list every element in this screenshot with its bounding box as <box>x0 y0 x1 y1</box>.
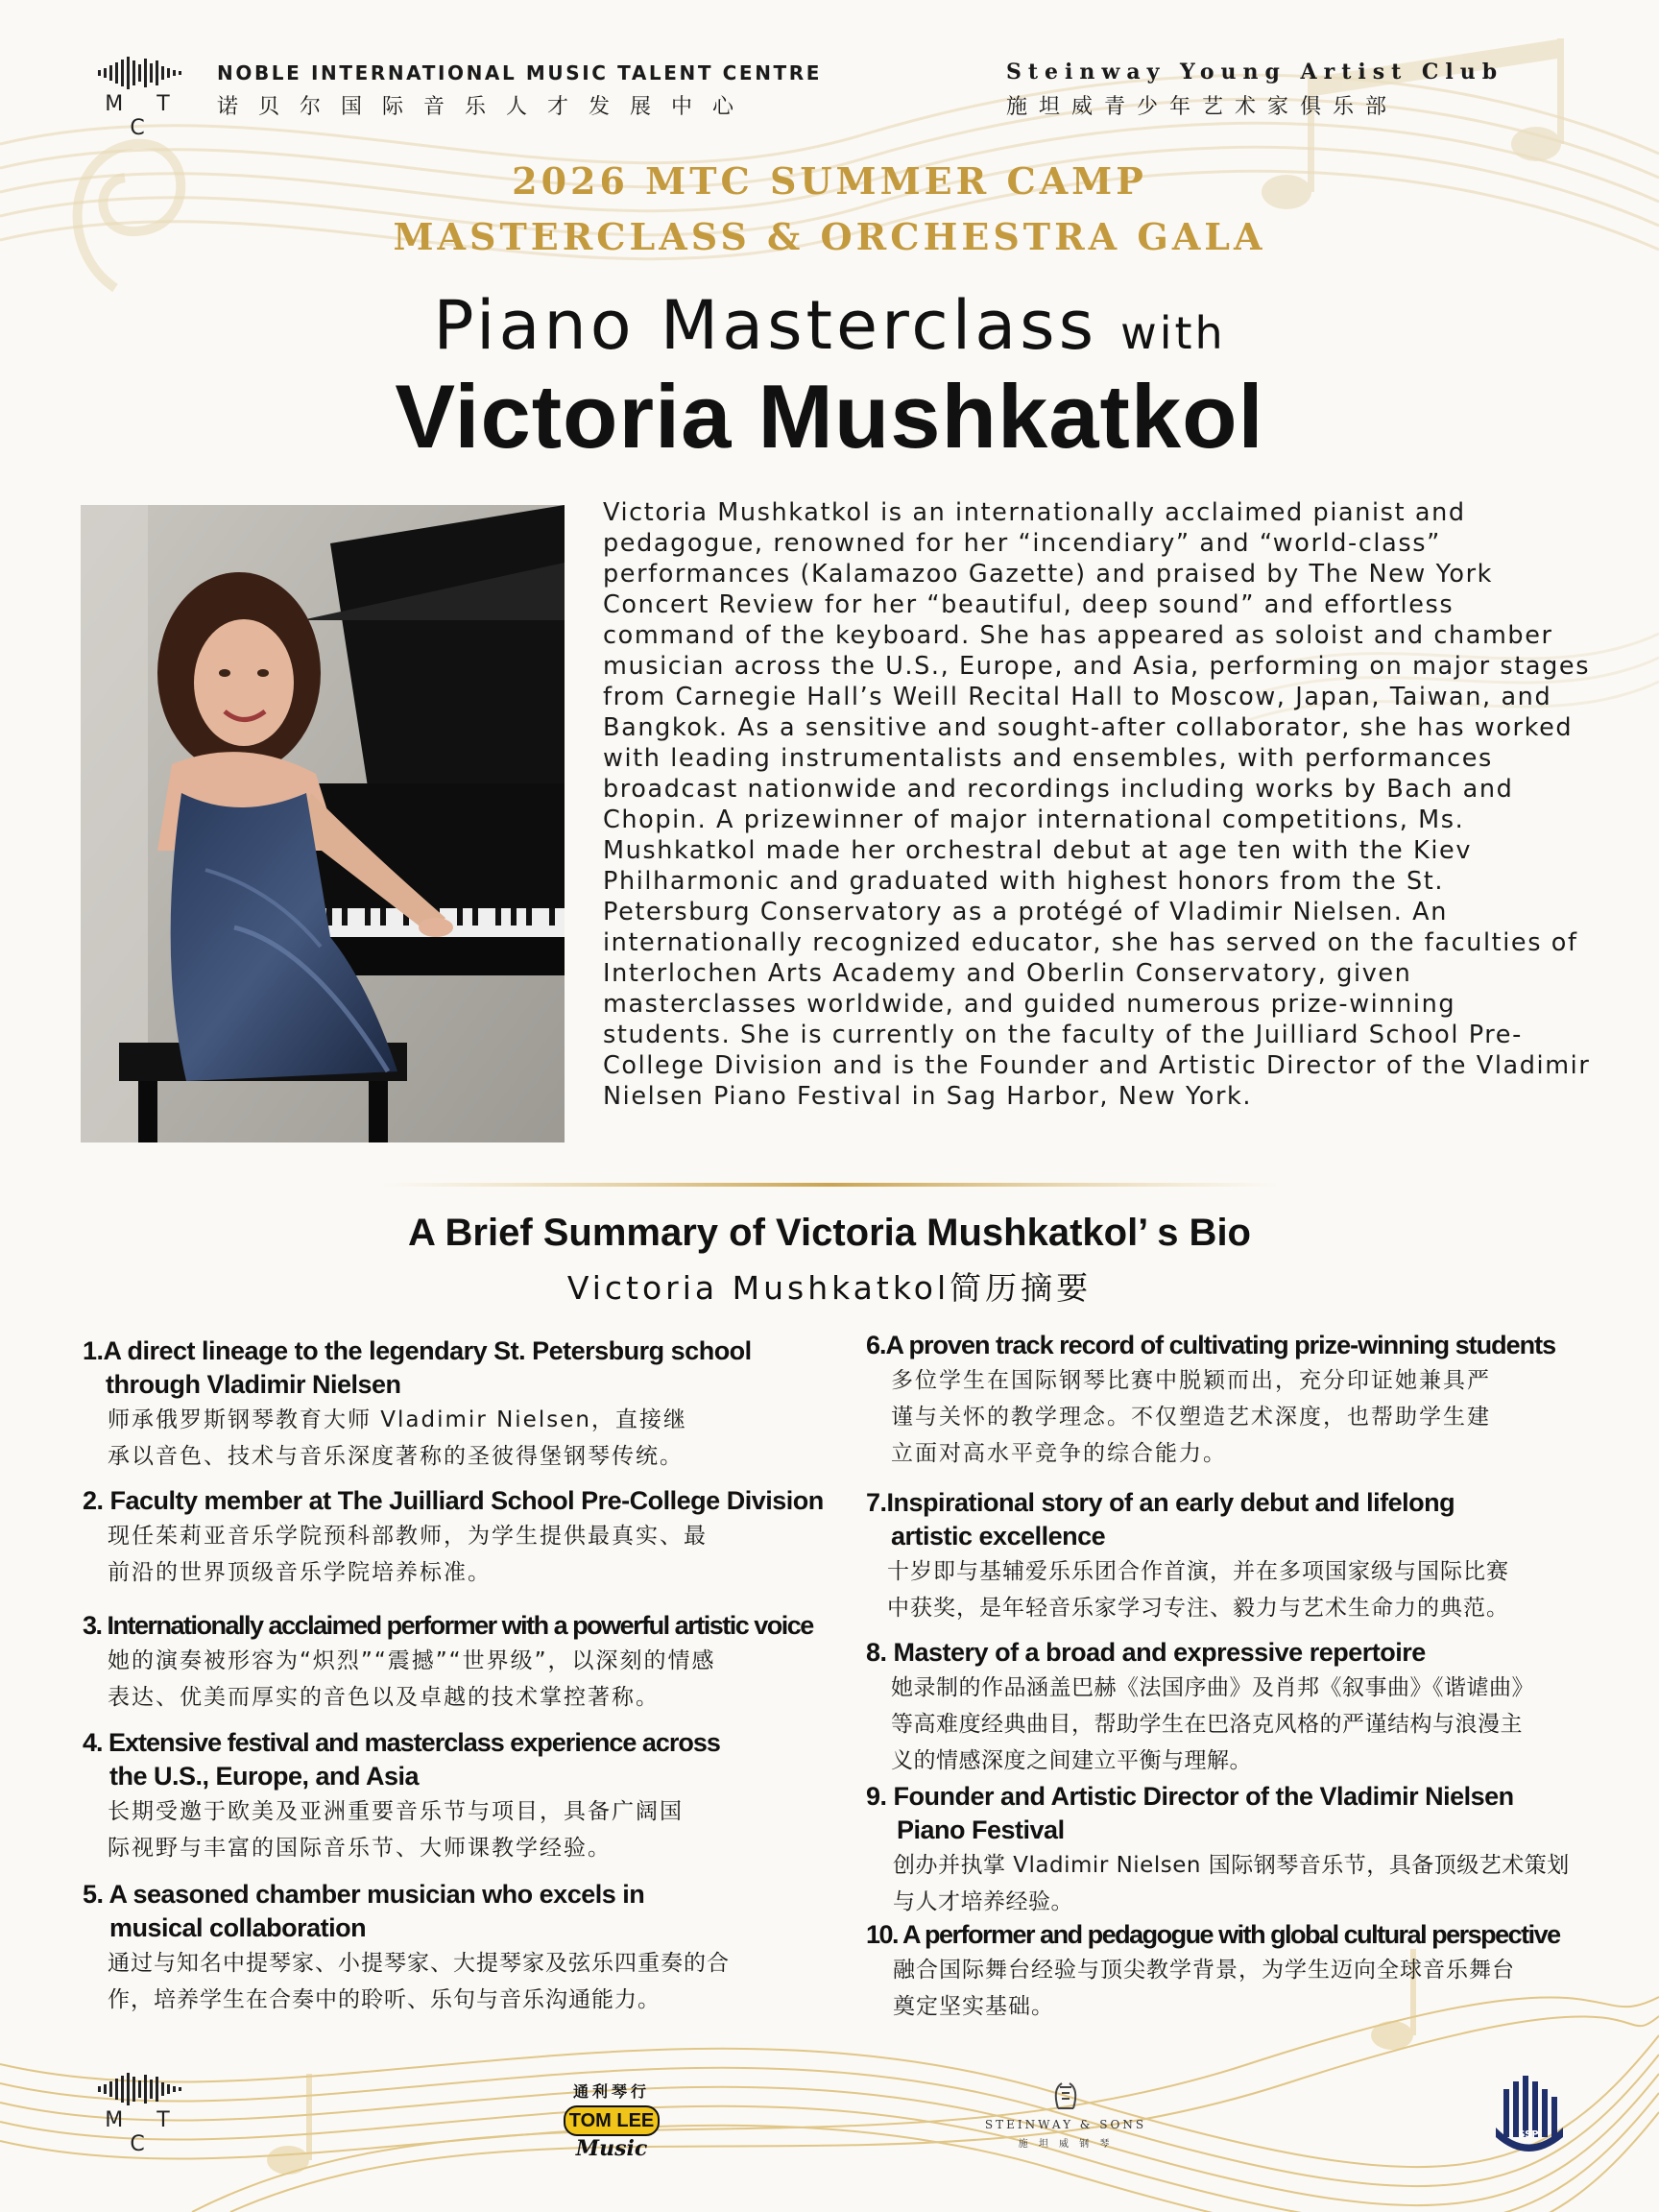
event-line-1: 2026 MTC SUMMER CAMP <box>512 159 1147 203</box>
piano-keys-icon <box>1490 2070 1567 2156</box>
item-desc: 作，培养学生在合奏中的聆听、乐句与音乐沟通能力。 <box>108 1987 661 2012</box>
item-desc: 融合国际舞台经验与顶尖教学背景，为学生迈向全球音乐舞台 <box>893 1958 1515 1983</box>
item-desc: 长期受邀于欧美及亚洲重要音乐节与项目，具备广阔国 <box>108 1799 684 1824</box>
list-item <box>866 1329 1634 1472</box>
item-title: 4. Extensive festival and masterclass experience across <box>83 1728 720 1757</box>
steinway-logo <box>970 2080 1162 2156</box>
item-desc: 前沿的世界顶级音乐学院培养标准。 <box>108 1560 492 1585</box>
item-desc: 创办并执掌 Vladimir Nielsen 国际钢琴音乐节，具备顶级艺术策划 <box>893 1853 1570 1878</box>
tomlee-script: Music <box>575 2136 648 2161</box>
item-title: 9. Founder and Artistic Director of the Vladimir Nielsen <box>866 1782 1514 1811</box>
artist-photo <box>81 505 565 1142</box>
list-item <box>866 1486 1634 1626</box>
list-item <box>866 1918 1634 2025</box>
summary-subtitle: Victoria Mushkatkol简历摘要 <box>566 1269 1093 1307</box>
item-title: 2. Faculty member at The Juilliard School Pre-College Division <box>83 1486 824 1515</box>
mtc-logo <box>96 56 192 140</box>
item-title: 5. A seasoned chamber musician who excels in <box>83 1880 645 1909</box>
item-desc: 现任茱莉亚音乐学院预科部教师，为学生提供最真实、最 <box>108 1524 708 1549</box>
item-title-cont: artistic excellence <box>891 1522 1106 1551</box>
item-title: 7.Inspirational story of an early debut and lifelong <box>866 1488 1455 1517</box>
soundwave-icon <box>96 56 192 90</box>
summary-title: A Brief Summary of Victoria Mushkatkol’ s Bio <box>407 1212 1251 1254</box>
item-title-cont: musical collaboration <box>109 1913 367 1942</box>
artist-bio: Victoria Mushkatkol is an internationally acclaimed pianist and pedagogue, renowned for her “incendiary” and “world-class” performances (Kalamazoo Gazette) and praised by The New York Concert Review for her “beautiful, deep sound” and effortless command of the keyboard. She has appeared as soloist and chamber musician across the U.S., Europe, and Asia, performing on major stages from Carnegie Hall’s Weill Recital Hall to Moscow, Japan, Taiwan, and Bangkok. As a sensitive and sought-after collaborator, she has worked with leading instrumentalists and ensembles, with performances broadcast nationwide and recordings including works by Bach and Chopin. A prizewinner of major international competitions, Ms. Mushkatkol made her orchestral debut at age ten with the Kiev Philharmonic and graduated with highest honors from the St. Petersburg Conservatory as a protégé of Vladimir Nielsen. An internationally recognized educator, she has served on the faculties of Interlochen Arts Academy and Oberlin Conservatory, given masterclasses worldwide, and guided numerous prize-winning students. She is currently on the faculty of the Juilliard School Pre-College Division and is the Founder and Artistic Director of the Vladimir Nielsen Piano Festival in Sag Harbor, New York. <box>603 498 1591 1111</box>
item-desc: 承以音色、技术与音乐深度著称的圣彼得堡钢琴传统。 <box>108 1444 684 1469</box>
item-desc: 她的演奏被形容为“炽烈”“震撼”“世界级”，以深刻的情感 <box>108 1648 716 1673</box>
item-title: 8. Mastery of a broad and expressive repertoire <box>866 1638 1426 1667</box>
item-title: 3. Internationally acclaimed performer with a powerful artistic voice <box>83 1611 813 1640</box>
tomlee-cn: 通利琴行 <box>572 2082 650 2101</box>
footer-mtc-letters: M T C <box>105 2108 183 2156</box>
item-desc: 与人才培养经验。 <box>893 1889 1073 1914</box>
club-name-cn: 施坦威青少年艺术家俱乐部 <box>1006 95 1399 119</box>
item-desc: 表达、优美而厚实的音色以及卓越的技术掌控著称。 <box>108 1685 660 1710</box>
item-title-cont: the U.S., Europe, and Asia <box>109 1762 420 1791</box>
masterclass-title-main: Piano Masterclass <box>433 286 1098 365</box>
item-desc: 师承俄罗斯钢琴教育大师 Vladimir Nielsen，直接继 <box>108 1407 687 1432</box>
item-desc: 等高难度经典曲目，帮助学生在巴洛克风格的严谨结构与浪漫主 <box>891 1712 1523 1737</box>
item-desc: 多位学生在国际钢琴比赛中脱颖而出，充分印证她兼具严 <box>891 1368 1491 1393</box>
item-desc: 通过与知名中提琴家、小提琴家、大提琴家及弦乐四重奏的合 <box>108 1951 730 1976</box>
item-title-cont: through Vladimir Nielsen <box>106 1370 401 1399</box>
item-title: 10. A performer and pedagogue with global cultural perspective <box>866 1920 1560 1949</box>
item-title-cont: Piano Festival <box>897 1815 1065 1844</box>
steinway-en: STEINWAY & SONS <box>984 2118 1147 2131</box>
event-line-2: MASTERCLASS & ORCHESTRA GALA <box>393 215 1266 258</box>
list-item <box>83 1484 870 1591</box>
lyre-icon <box>970 2080 1162 2114</box>
soundwave-icon <box>96 2072 192 2106</box>
item-desc: 立面对高水平竞争的综合能力。 <box>891 1441 1227 1466</box>
steinway-cn: 施 坦 威 钢 琴 <box>1018 2139 1114 2150</box>
list-item <box>83 1609 870 1716</box>
masterclass-title <box>0 286 1659 365</box>
item-desc: 奠定坚实基础。 <box>893 1994 1054 2019</box>
item-desc: 十岁即与基辅爱乐乐团合作首演，并在多项国家级与国际比赛 <box>887 1559 1509 1584</box>
mtc-logo-letters: M T C <box>105 92 183 140</box>
tomlee-en: TOM LEE <box>564 2105 660 2136</box>
footer-mtc-logo <box>96 2072 192 2156</box>
list-item <box>866 1780 1634 1920</box>
list-item <box>866 1636 1634 1779</box>
org-name-cn: 诺贝尔国际音乐人才发展中心 <box>217 95 755 119</box>
item-title: 1.A direct lineage to the legendary St. Petersburg school <box>83 1336 752 1365</box>
ssp-text: SSP <box>1518 2129 1539 2140</box>
item-desc: 中获奖，是年轻音乐家学习专注、毅力与艺术生命力的典范。 <box>887 1596 1509 1621</box>
club-name-en: Steinway Young Artist Club <box>1006 60 1504 84</box>
item-desc: 义的情感深度之间建立平衡与理解。 <box>891 1748 1252 1773</box>
item-title: 6.A proven track record of cultivating prize-winning students <box>866 1331 1556 1359</box>
item-desc: 际视野与丰富的国际音乐节、大师课教学经验。 <box>108 1836 612 1861</box>
masterclass-title-with: with <box>1120 307 1226 359</box>
artist-name: Victoria Mushkatkol <box>395 366 1264 467</box>
org-name-en: NOBLE INTERNATIONAL MUSIC TALENT CENTRE <box>217 61 823 84</box>
ssp-logo <box>1490 2070 1567 2156</box>
item-desc: 她录制的作品涵盖巴赫《法国序曲》及肖邦《叙事曲》《谐谑曲》 <box>891 1675 1534 1700</box>
item-desc: 谨与关怀的教学理念。不仅塑造艺术深度，也帮助学生建 <box>891 1405 1491 1430</box>
list-item <box>83 1726 870 1866</box>
list-item <box>83 1334 851 1475</box>
list-item <box>83 1878 870 2018</box>
tomlee-logo <box>559 2080 664 2166</box>
